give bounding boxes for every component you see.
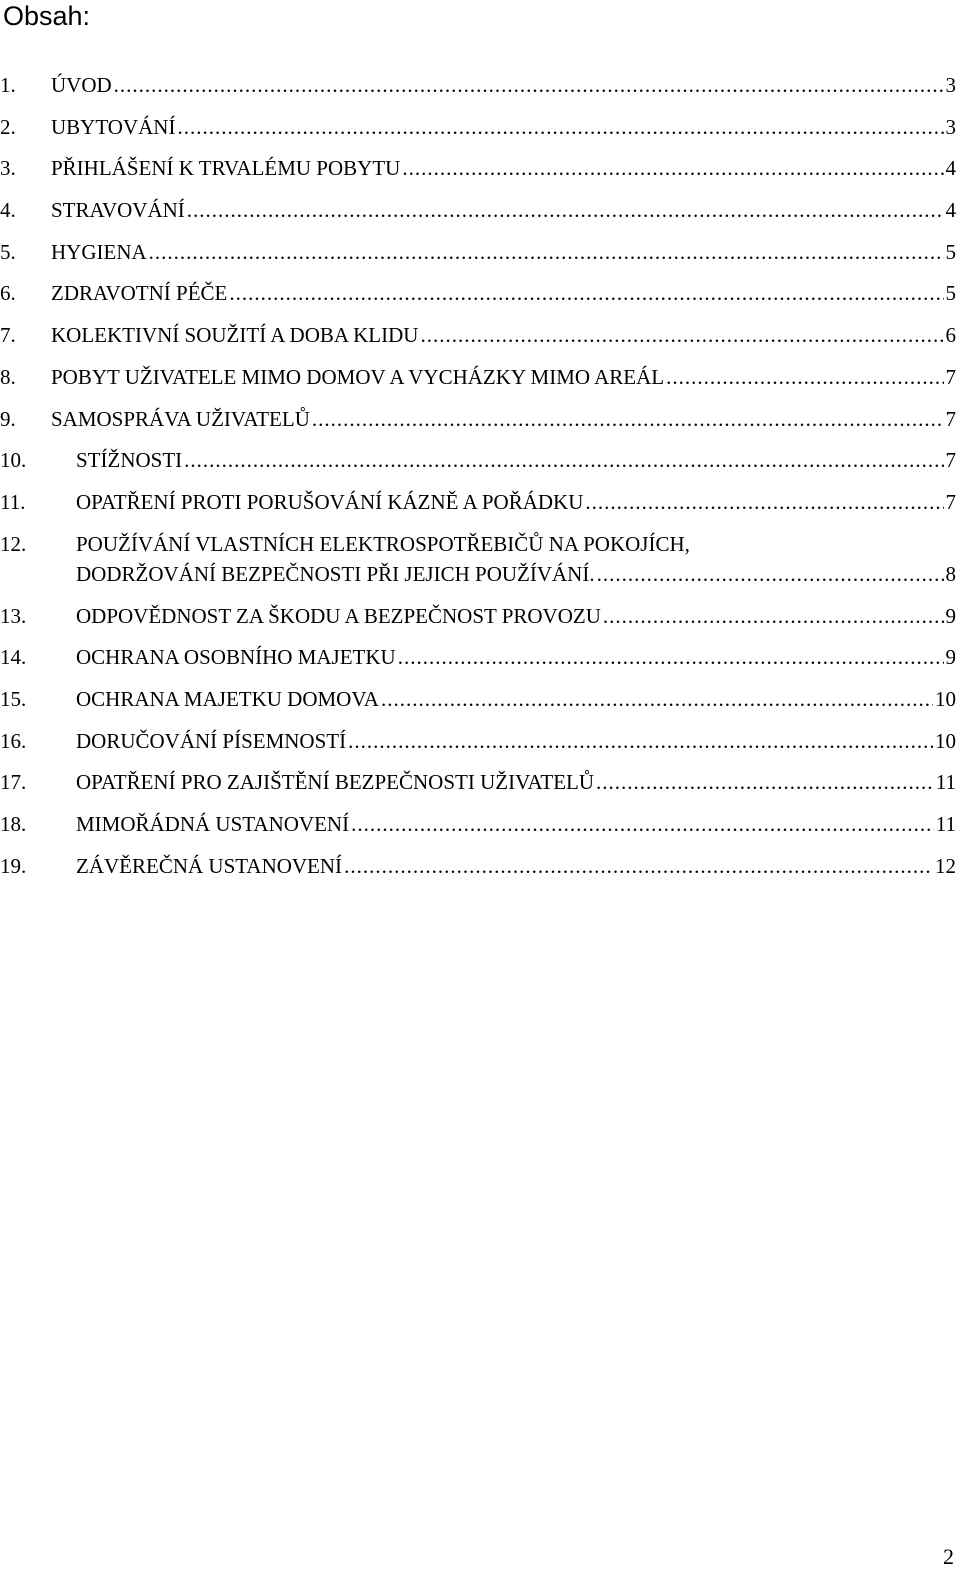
toc-entry-page: 9 (945, 645, 956, 670)
toc-entry-2[interactable] (0, 108, 956, 150)
toc-entry-16[interactable] (0, 722, 956, 764)
dot-leader (420, 320, 943, 350)
toc-entry-page: 3 (945, 73, 956, 97)
toc-entry-14[interactable] (0, 638, 956, 680)
toc-entry-page: 7 (945, 406, 956, 431)
toc-entry-title-line-1: POUŽÍVÁNÍ VLASTNÍCH ELEKTROSPOTŘEBIČŮ NA POKOJÍCH, (76, 531, 690, 556)
toc-entry-18[interactable] (0, 805, 956, 847)
toc-entry-title: OPATŘENÍ PROTI PORUŠOVÁNÍ KÁZNĚ A POŘÁDKU (76, 489, 584, 514)
toc-entry-1[interactable] (0, 66, 956, 108)
table-of-contents (0, 66, 956, 888)
toc-entry-number: 4. (0, 198, 16, 223)
toc-entry-number: 6. (0, 281, 16, 306)
dot-leader (402, 153, 943, 183)
toc-entry-title: POBYT UŽIVATELE MIMO DOMOV A VYCHÁZKY MIMO AREÁL (51, 364, 665, 389)
toc-entry-title: ODPOVĚDNOST ZA ŠKODU A BEZPEČNOST PROVOZU (76, 603, 601, 628)
toc-entry-number: 12. (0, 531, 27, 556)
toc-entry-title: STÍŽNOSTI (76, 448, 183, 473)
toc-entry-title: HYGIENA (51, 239, 147, 264)
dot-leader (177, 112, 943, 142)
toc-entry-number: 15. (0, 686, 27, 711)
toc-entry-title: ZÁVĚREČNÁ USTANOVENÍ (76, 853, 343, 878)
toc-entry-number: 7. (0, 323, 16, 348)
toc-entry-number: 2. (0, 114, 16, 139)
toc-entry-11[interactable] (0, 483, 956, 525)
toc-entry-title: ZDRAVOTNÍ PÉČE (51, 281, 228, 306)
toc-entry-page: 7 (945, 448, 956, 473)
dot-leader (312, 404, 944, 434)
toc-entry-3[interactable] (0, 149, 956, 191)
dot-leader (344, 851, 933, 881)
dot-leader (184, 445, 943, 475)
toc-entry-number: 19. (0, 853, 27, 878)
toc-entry-title: MIMOŘÁDNÁ USTANOVENÍ (76, 812, 350, 836)
dot-leader (351, 809, 934, 839)
toc-entry-number: 18. (0, 812, 27, 836)
toc-entry-17[interactable] (0, 763, 956, 805)
dot-leader (666, 362, 943, 392)
toc-entry-number: 14. (0, 645, 27, 670)
toc-entry-title: SAMOSPRÁVA UŽIVATELŮ (51, 406, 310, 431)
toc-entry-page: 3 (945, 114, 956, 139)
toc-entry-number: 16. (0, 728, 27, 753)
dot-leader (398, 642, 944, 672)
toc-entry-page: 4 (945, 198, 956, 223)
toc-entry-title: OCHRANA OSOBNÍHO MAJETKU (76, 645, 396, 670)
dot-leader (381, 684, 933, 714)
toc-entry-number: 9. (0, 406, 16, 431)
toc-entry-page: 9 (945, 603, 956, 628)
toc-entry-page: 10 (935, 728, 956, 753)
toc-entry-6[interactable] (0, 274, 956, 316)
toc-entry-15[interactable] (0, 680, 956, 722)
toc-entry-number: 11. (0, 489, 26, 514)
toc-entry-page: 4 (945, 156, 956, 181)
dot-leader (348, 726, 933, 756)
toc-entry-5[interactable] (0, 233, 956, 275)
toc-entry-number: 17. (0, 770, 27, 795)
toc-entry-19[interactable] (0, 847, 956, 889)
toc-entry-number: 13. (0, 603, 27, 628)
toc-heading: Obsah: (3, 1, 91, 31)
page-number: 2 (943, 1544, 954, 1569)
toc-entry-page: 5 (945, 281, 956, 306)
dot-leader (596, 767, 934, 797)
toc-entry-9[interactable] (0, 400, 956, 442)
toc-entry-number: 8. (0, 364, 16, 389)
toc-entry-page: 11 (935, 770, 956, 795)
toc-entry-title: DODRŽOVÁNÍ BEZPEČNOSTI PŘI JEJICH POUŽÍVÁNÍ. (76, 561, 595, 586)
toc-entry-number: 3. (0, 156, 16, 181)
dot-leader (229, 278, 943, 308)
toc-entry-title: OPATŘENÍ PRO ZAJIŠTĚNÍ BEZPEČNOSTI UŽIVATELŮ (76, 770, 595, 795)
toc-entry-page: 7 (945, 364, 956, 389)
toc-entry-page: 5 (945, 239, 956, 264)
toc-entry-page: 10 (935, 686, 956, 711)
toc-entry-page: 8 (945, 561, 956, 586)
toc-entry-title: ÚVOD (51, 73, 112, 97)
toc-entry-page: 11 (935, 812, 956, 836)
toc-entry-4[interactable] (0, 191, 956, 233)
toc-entry-page: 6 (945, 323, 956, 348)
dot-leader (187, 195, 944, 225)
toc-entry-title: STRAVOVÁNÍ (51, 198, 185, 223)
toc-entry-10[interactable] (0, 441, 956, 483)
dot-leader (114, 70, 944, 100)
toc-entry-title: KOLEKTIVNÍ SOUŽITÍ A DOBA KLIDU (51, 323, 419, 348)
toc-entry-number: 1. (0, 73, 16, 97)
dot-leader (585, 487, 943, 517)
toc-entry-8[interactable] (0, 358, 956, 400)
toc-entry-title: OCHRANA MAJETKU DOMOVA (76, 686, 379, 711)
toc-entry-13[interactable] (0, 597, 956, 639)
toc-entry-7[interactable] (0, 316, 956, 358)
toc-entry-number: 10. (0, 448, 27, 473)
toc-entry-12[interactable] (0, 525, 956, 597)
toc-entry-page: 7 (945, 489, 956, 514)
toc-entry-title: DORUČOVÁNÍ PÍSEMNOSTÍ (76, 728, 347, 753)
toc-entry-title: UBYTOVÁNÍ (51, 114, 176, 139)
toc-entry-page: 12 (935, 853, 956, 878)
toc-entry-number: 5. (0, 239, 16, 264)
dot-leader (597, 559, 944, 589)
toc-entry-title: PŘIHLÁŠENÍ K TRVALÉMU POBYTU (51, 156, 401, 181)
dot-leader (149, 237, 944, 267)
dot-leader (603, 601, 944, 631)
